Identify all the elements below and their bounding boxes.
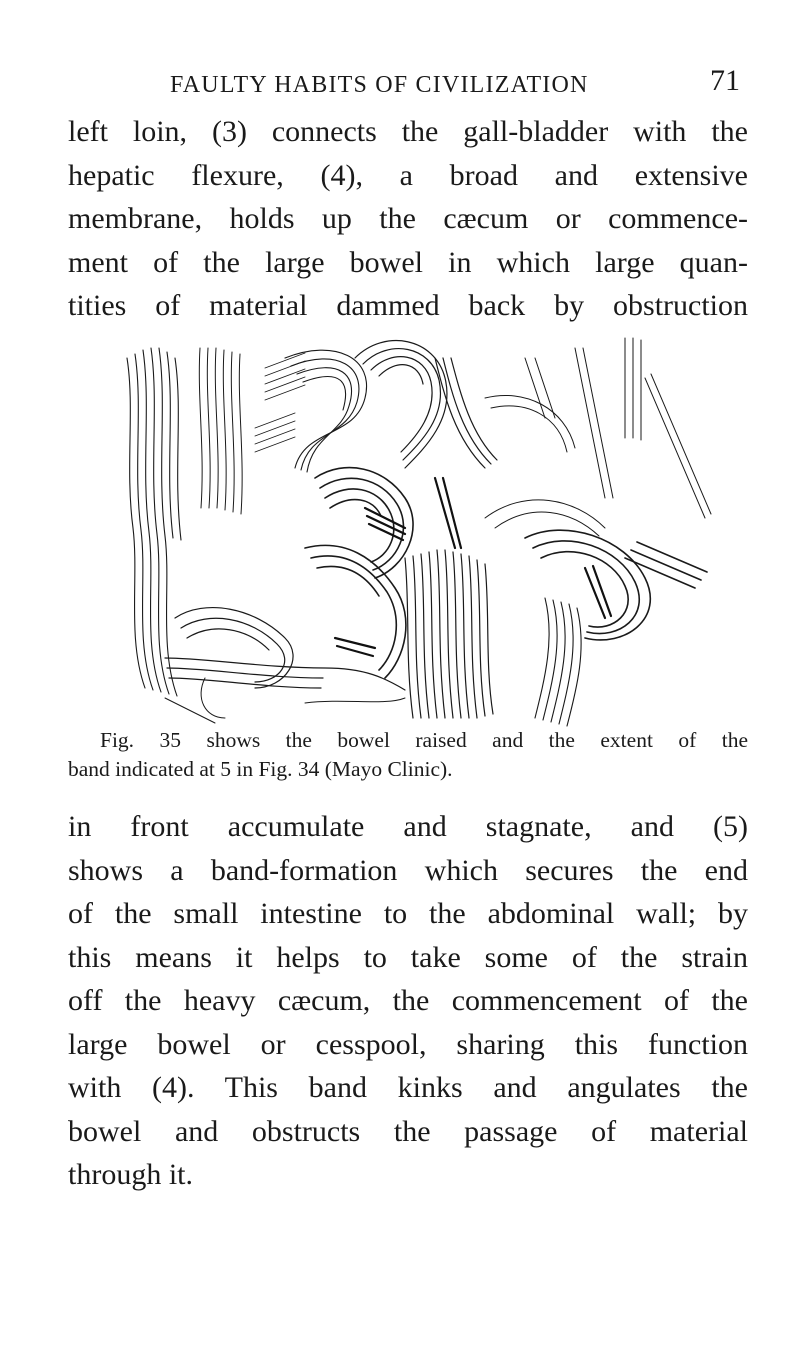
caption-line: band indicated at 5 in Fig. 34 (Mayo Clinic). <box>68 757 453 781</box>
running-header <box>170 64 740 104</box>
text-line: bowel and obstructs the passage of material <box>68 1114 748 1148</box>
figure-caption <box>68 726 748 784</box>
text-line: in front accumulate and stagnate, and (5) <box>68 810 748 843</box>
page-number: 71 <box>710 64 740 97</box>
running-title: FAULTY HABITS OF CIVILIZATION <box>170 72 589 98</box>
figure-illustration <box>105 318 720 738</box>
text-line: through it. <box>68 1158 193 1191</box>
text-line: of the small intestine to the abdominal wall; by <box>68 897 748 930</box>
text-line: left loin, (3) connects the gall-bladder with the <box>68 115 748 148</box>
text-line: large bowel or cesspool, sharing this function <box>68 1027 748 1061</box>
text-line: shows a band-formation which secures the end <box>68 853 748 887</box>
paragraph-top <box>68 110 748 328</box>
text-line: this means it helps to take some of the strain <box>68 940 748 974</box>
text-line: tities of material dammed back by obstruction <box>68 289 748 322</box>
bowel-engraving <box>105 318 720 738</box>
text-line: off the heavy cæcum, the commencement of the <box>68 984 748 1017</box>
text-line: with (4). This band kinks and angulates the <box>68 1071 748 1104</box>
text-line: hepatic flexure, (4), a broad and extensive <box>68 158 748 192</box>
paragraph-bottom <box>68 805 748 1197</box>
text-line: ment of the large bowel in which large quan- <box>68 245 748 279</box>
text-line: membrane, holds up the cæcum or commence- <box>68 202 748 235</box>
caption-line: Fig. 35 shows the bowel raised and the extent of the <box>100 728 748 752</box>
